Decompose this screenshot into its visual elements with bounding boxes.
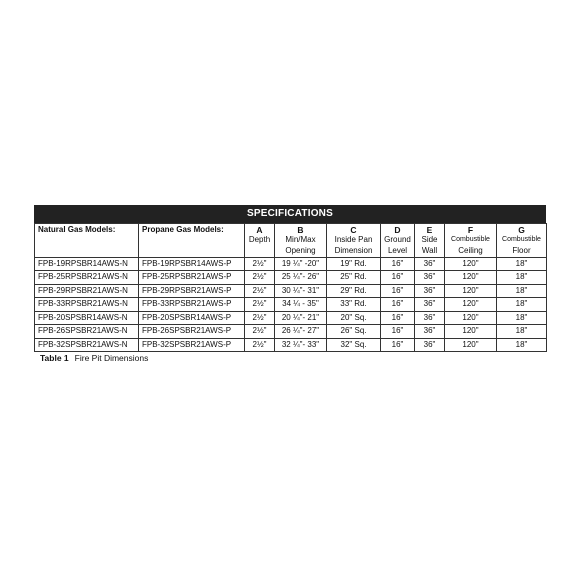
col-a-line2 xyxy=(247,246,272,256)
depth-cell: 2½" xyxy=(245,338,275,352)
col-g-line1: Combustible xyxy=(502,236,541,244)
col-f-line1: Combustible xyxy=(451,236,490,244)
table-row xyxy=(35,271,547,285)
propane-model-cell: FPB-20SPSBR14AWS-P xyxy=(139,311,245,325)
col-e-line1: Side xyxy=(421,235,438,245)
combustible-floor-cell: 18" xyxy=(497,325,547,339)
col-g-line2: Floor xyxy=(512,245,531,255)
table-row xyxy=(35,338,547,352)
depth-cell: 2½" xyxy=(245,325,275,339)
side-wall-cell: 36" xyxy=(415,271,445,285)
specifications-banner: SPECIFICATIONS xyxy=(34,205,546,223)
pan-dimension-cell: 32" Sq. xyxy=(327,338,381,352)
table-row xyxy=(35,257,547,271)
col-b-letter: B xyxy=(297,225,304,235)
natural-gas-header: Natural Gas Models: xyxy=(35,224,139,258)
table-row xyxy=(35,284,547,298)
specifications-table xyxy=(34,223,547,352)
side-wall-cell: 36" xyxy=(415,311,445,325)
side-wall-cell: 36" xyxy=(415,325,445,339)
ground-level-cell: 16" xyxy=(381,284,415,298)
combustible-ceiling-cell: 120" xyxy=(445,311,497,325)
propane-model-cell: FPB-25RPSBR21AWS-P xyxy=(139,271,245,285)
combustible-ceiling-cell: 120" xyxy=(445,284,497,298)
side-wall-cell: 36" xyxy=(415,338,445,352)
col-b-header xyxy=(275,224,327,258)
pan-dimension-cell: 26" Sq. xyxy=(327,325,381,339)
opening-cell: 20 ¼"- 21" xyxy=(275,311,327,325)
col-a-line1: Depth xyxy=(248,235,271,245)
specifications-section xyxy=(34,205,546,363)
col-e-line2: Wall xyxy=(421,245,438,255)
ground-level-cell: 16" xyxy=(381,271,415,285)
table-row xyxy=(35,325,547,339)
combustible-ceiling-cell: 120" xyxy=(445,338,497,352)
col-d-header xyxy=(381,224,415,258)
opening-cell: 30 ¼"- 31" xyxy=(275,284,327,298)
col-e-letter: E xyxy=(426,225,433,235)
table-caption-label: Table 1 xyxy=(40,353,69,364)
opening-cell: 25 ¼"- 26" xyxy=(275,271,327,285)
opening-cell: 19 ¼" -20" xyxy=(275,257,327,271)
opening-cell: 32 ¼"- 33" xyxy=(275,338,327,352)
col-d-letter: D xyxy=(394,225,401,235)
natural-model-cell: FPB-19RPSBR14AWS-N xyxy=(35,257,139,271)
col-c-line1: Inside Pan xyxy=(334,235,373,245)
pan-dimension-cell: 29" Rd. xyxy=(327,284,381,298)
pan-dimension-cell: 20" Sq. xyxy=(327,311,381,325)
col-f-header xyxy=(445,224,497,258)
combustible-ceiling-cell: 120" xyxy=(445,271,497,285)
depth-cell: 2½" xyxy=(245,271,275,285)
col-c-header xyxy=(327,224,381,258)
depth-cell: 2½" xyxy=(245,257,275,271)
col-c-letter: C xyxy=(350,225,357,235)
col-g-letter: G xyxy=(518,225,525,235)
ground-level-cell: 16" xyxy=(381,338,415,352)
combustible-floor-cell: 18" xyxy=(497,311,547,325)
combustible-floor-cell: 18" xyxy=(497,257,547,271)
natural-model-cell: FPB-20SPSBR14AWS-N xyxy=(35,311,139,325)
natural-model-cell: FPB-33RPSBR21AWS-N xyxy=(35,298,139,312)
opening-cell: 34 ¼ - 35" xyxy=(275,298,327,312)
col-a-letter: A xyxy=(256,225,263,235)
propane-model-cell: FPB-32SPSBR21AWS-P xyxy=(139,338,245,352)
natural-model-cell: FPB-26SPSBR21AWS-N xyxy=(35,325,139,339)
combustible-floor-cell: 18" xyxy=(497,338,547,352)
natural-model-cell: FPB-25RPSBR21AWS-N xyxy=(35,271,139,285)
pan-dimension-cell: 33" Rd. xyxy=(327,298,381,312)
col-b-line1: Min/Max xyxy=(285,235,316,245)
ground-level-cell: 16" xyxy=(381,257,415,271)
ground-level-cell: 16" xyxy=(381,311,415,325)
propane-model-cell: FPB-19RPSBR14AWS-P xyxy=(139,257,245,271)
ground-level-cell: 16" xyxy=(381,325,415,339)
depth-cell: 2½" xyxy=(245,284,275,298)
pan-dimension-cell: 25" Rd. xyxy=(327,271,381,285)
col-g-header xyxy=(497,224,547,258)
ground-level-cell: 16" xyxy=(381,298,415,312)
depth-cell: 2½" xyxy=(245,311,275,325)
table-caption-text: Fire Pit Dimensions xyxy=(74,353,149,364)
side-wall-cell: 36" xyxy=(415,284,445,298)
col-f-line2: Ceiling xyxy=(458,245,483,255)
depth-cell: 2½" xyxy=(245,298,275,312)
combustible-ceiling-cell: 120" xyxy=(445,298,497,312)
pan-dimension-cell: 19" Rd. xyxy=(327,257,381,271)
col-f-letter: F xyxy=(467,225,474,235)
combustible-floor-cell: 18" xyxy=(497,284,547,298)
propane-model-cell: FPB-29RPSBR21AWS-P xyxy=(139,284,245,298)
header-row xyxy=(35,224,547,258)
propane-model-cell: FPB-33RPSBR21AWS-P xyxy=(139,298,245,312)
col-d-line1: Ground xyxy=(384,235,411,245)
natural-model-cell: FPB-32SPSBR21AWS-N xyxy=(35,338,139,352)
propane-model-cell: FPB-26SPSBR21AWS-P xyxy=(139,325,245,339)
combustible-ceiling-cell: 120" xyxy=(445,325,497,339)
table-caption xyxy=(34,353,546,363)
col-a-header xyxy=(245,224,275,258)
side-wall-cell: 36" xyxy=(415,298,445,312)
table-row xyxy=(35,311,547,325)
col-e-header xyxy=(415,224,445,258)
propane-gas-header: Propane Gas Models: xyxy=(139,224,245,258)
table-row xyxy=(35,298,547,312)
combustible-ceiling-cell: 120" xyxy=(445,257,497,271)
opening-cell: 26 ¼"- 27" xyxy=(275,325,327,339)
col-b-line2: Opening xyxy=(285,245,316,255)
col-d-line2: Level xyxy=(387,245,408,255)
col-c-line2: Dimension xyxy=(334,245,373,255)
side-wall-cell: 36" xyxy=(415,257,445,271)
combustible-floor-cell: 18" xyxy=(497,298,547,312)
combustible-floor-cell: 18" xyxy=(497,271,547,285)
natural-model-cell: FPB-29RPSBR21AWS-N xyxy=(35,284,139,298)
